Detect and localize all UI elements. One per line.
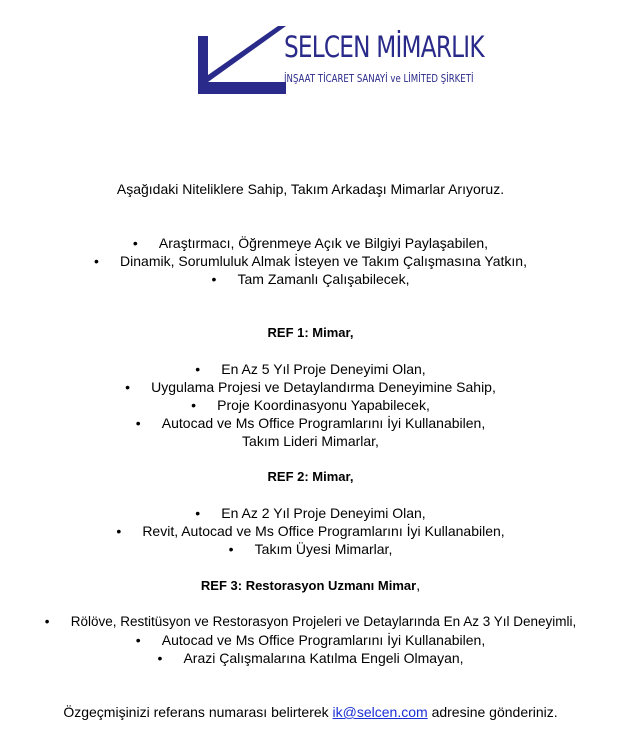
- ref1-item: • Autocad ve Ms Office Programlarını İyi Kullanabilen,: [0, 414, 621, 432]
- ref1-section: [0, 324, 621, 450]
- ref1-item: • Uygulama Projesi ve Detaylandırma Deneyimine Sahip,: [0, 378, 621, 396]
- application-instructions: [0, 704, 621, 720]
- general-item: • Araştırmacı, Öğrenmeye Açık ve Bilgiyi Paylaşabilen,: [0, 234, 621, 252]
- general-item: • Tam Zamanlı Çalışabilecek,: [0, 270, 621, 288]
- ref3-item: • Arazi Çalışmalarına Katılma Engeli Olmayan,: [0, 649, 621, 667]
- ref2-section: [0, 468, 621, 558]
- ref2-heading: REF 2: Mimar,: [267, 469, 354, 484]
- footer-text-after: adresine gönderiniz.: [427, 704, 558, 720]
- general-requirements: [0, 234, 621, 288]
- ref3-heading-suffix: ,: [416, 577, 421, 593]
- ref3-item: • Rölöve, Restitüsyon ve Restorasyon Projeleri ve Detaylarında En Az 3 Yıl Deneyimli,: [0, 613, 621, 631]
- ref1-heading: REF 1: Mimar,: [267, 325, 354, 340]
- company-logo: [194, 22, 484, 104]
- ref3-heading-line: [0, 576, 621, 595]
- job-posting: [0, 160, 621, 667]
- general-item: • Dinamik, Sorumluluk Almak İsteyen ve Takım Çalışmasına Yatkın,: [0, 252, 621, 270]
- footer-text-before: Özgeçmişinizi referans numarası belirterek: [63, 704, 333, 720]
- ref2-item: • Revit, Autocad ve Ms Office Programlarını İyi Kullanabilen,: [0, 522, 621, 540]
- email-link[interactable]: ik@selcen.com: [332, 704, 428, 720]
- ref2-item: • Takım Üyesi Mimarlar,: [0, 540, 621, 558]
- logo-mark-icon: [194, 22, 294, 94]
- ref1-item: • En Az 5 Yıl Proje Deneyimi Olan,: [0, 360, 621, 378]
- ref3-heading: REF 3: Restorasyon Uzmanı Mimar: [200, 578, 417, 593]
- logo-company-subtitle: İNŞAAT TİCARET SANAYİ ve LİMİTED ŞİRKETİ: [284, 72, 474, 85]
- ref3-section: [0, 576, 621, 667]
- ref3-item: • Autocad ve Ms Office Programlarını İyi Kullanabilen,: [0, 631, 621, 649]
- logo-company-name: SELCEN MİMARLIK: [284, 30, 484, 64]
- intro-text: Aşağıdaki Niteliklere Sahip, Takım Arkadaşı Mimarlar Arıyoruz.: [116, 181, 505, 197]
- ref1-closing: Takım Lideri Mimarlar,: [242, 433, 379, 449]
- ref1-item: • Proje Koordinasyonu Yapabilecek,: [0, 396, 621, 414]
- ref2-item: • En Az 2 Yıl Proje Deneyimi Olan,: [0, 504, 621, 522]
